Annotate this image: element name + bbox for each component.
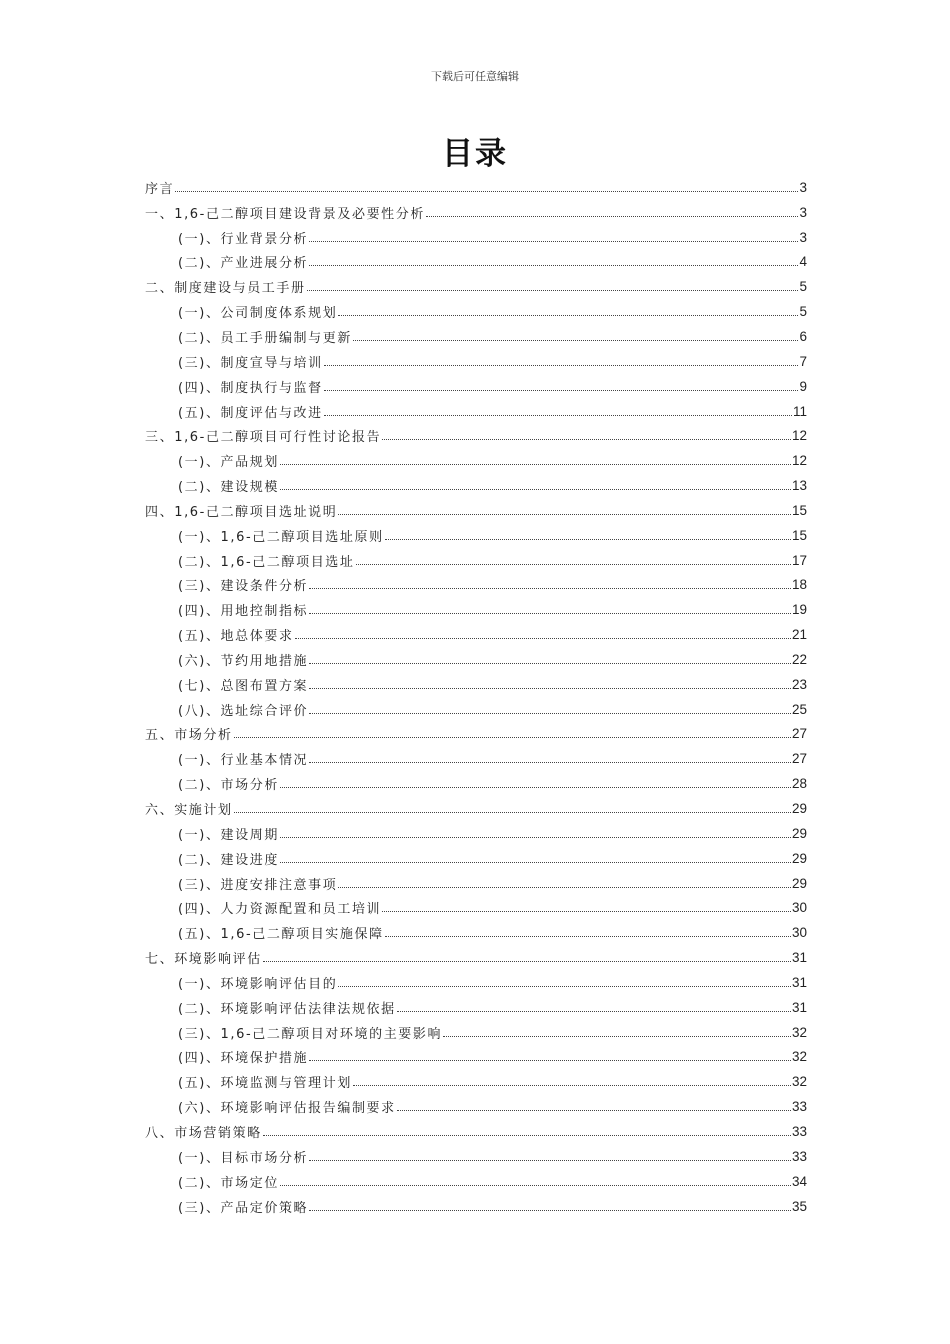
dot-leader bbox=[397, 1011, 791, 1012]
toc-page-number: 27 bbox=[791, 751, 807, 767]
dot-leader bbox=[309, 663, 791, 664]
toc-entry-text: (五)、环境监测与管理计划 bbox=[178, 1076, 352, 1092]
toc-entry-text: (二)、员工手册编制与更新 bbox=[178, 330, 352, 346]
toc-page-number: 5 bbox=[799, 279, 807, 295]
toc-entry-text: 一、1,6-己二醇项目建设背景及必要性分析 bbox=[145, 206, 425, 222]
toc-entry-text: (四)、用地控制指标 bbox=[178, 604, 309, 620]
toc-entry-text: (一)、目标市场分析 bbox=[178, 1150, 309, 1166]
toc-entry[interactable] bbox=[145, 1045, 807, 1070]
dot-leader bbox=[263, 1135, 791, 1136]
dot-leader bbox=[338, 887, 791, 888]
dot-leader bbox=[280, 464, 791, 465]
toc-entry-text: (二)、建设规模 bbox=[178, 480, 279, 496]
toc-page-number: 15 bbox=[791, 527, 807, 543]
toc-entry-text: (一)、行业背景分析 bbox=[178, 231, 309, 247]
dot-leader bbox=[397, 1110, 791, 1111]
dot-leader bbox=[309, 613, 791, 614]
dot-leader bbox=[443, 1036, 791, 1037]
toc-page-number: 29 bbox=[791, 801, 807, 817]
toc-entry[interactable] bbox=[145, 448, 807, 473]
toc-entry-text: (一)、产品规划 bbox=[178, 455, 279, 471]
toc-entry-text: (二)、环境影响评估法律法规依据 bbox=[178, 1001, 396, 1017]
table-of-contents bbox=[145, 175, 807, 1218]
header-note: 下载后可任意编辑 bbox=[431, 70, 519, 83]
toc-page-number: 31 bbox=[791, 999, 807, 1015]
toc-page-number: 6 bbox=[799, 328, 807, 344]
toc-page-number: 31 bbox=[791, 950, 807, 966]
toc-entry-text: (三)、1,6-己二醇项目对环境的主要影响 bbox=[178, 1026, 443, 1042]
toc-entry-text: 四、1,6-己二醇项目选址说明 bbox=[145, 504, 338, 520]
toc-page-number: 3 bbox=[799, 179, 807, 195]
dot-leader bbox=[280, 837, 791, 838]
toc-page-number: 5 bbox=[799, 304, 807, 320]
toc-entry-text: (五)、1,6-己二醇项目实施保障 bbox=[178, 927, 384, 943]
toc-entry-text: 六、实施计划 bbox=[145, 803, 233, 819]
toc-page-number: 21 bbox=[791, 627, 807, 643]
dot-leader bbox=[309, 713, 791, 714]
toc-page-number: 17 bbox=[791, 552, 807, 568]
toc-entry[interactable] bbox=[145, 647, 807, 672]
toc-entry-text: (八)、选址综合评价 bbox=[178, 703, 309, 719]
page-title: 目录 bbox=[442, 136, 508, 172]
toc-page-number: 33 bbox=[791, 1148, 807, 1164]
toc-entry[interactable] bbox=[145, 1020, 807, 1045]
toc-entry-text: (三)、产品定价策略 bbox=[178, 1200, 309, 1216]
toc-page-number: 12 bbox=[791, 453, 807, 469]
dot-leader bbox=[309, 1060, 791, 1061]
dot-leader bbox=[309, 1160, 791, 1161]
toc-page-number: 32 bbox=[791, 1024, 807, 1040]
dot-leader bbox=[280, 1185, 791, 1186]
toc-page-number: 4 bbox=[799, 254, 807, 270]
toc-page-number: 29 bbox=[791, 875, 807, 891]
toc-entry-text: (五)、地总体要求 bbox=[178, 629, 294, 645]
toc-entry[interactable] bbox=[145, 970, 807, 995]
dot-leader bbox=[338, 315, 798, 316]
toc-entry[interactable] bbox=[145, 622, 807, 647]
toc-page-number: 32 bbox=[791, 1074, 807, 1090]
toc-entry-text: (一)、环境影响评估目的 bbox=[178, 976, 338, 992]
toc-entry-text: (四)、制度执行与监督 bbox=[178, 380, 323, 396]
toc-entry-text: (二)、市场定位 bbox=[178, 1175, 279, 1191]
toc-page-number: 3 bbox=[799, 204, 807, 220]
toc-page-number: 32 bbox=[791, 1049, 807, 1065]
dot-leader bbox=[324, 415, 792, 416]
toc-entry[interactable] bbox=[145, 1144, 807, 1169]
toc-page-number: 15 bbox=[791, 502, 807, 518]
toc-entry-text: 三、1,6-己二醇项目可行性讨论报告 bbox=[145, 430, 382, 446]
toc-entry[interactable] bbox=[145, 1069, 807, 1094]
toc-entry[interactable] bbox=[145, 299, 807, 324]
dot-leader bbox=[309, 1210, 791, 1211]
toc-entry-text: (一)、建设周期 bbox=[178, 827, 279, 843]
toc-page-number: 23 bbox=[791, 676, 807, 692]
toc-page-number: 3 bbox=[799, 229, 807, 245]
toc-page-number: 28 bbox=[791, 776, 807, 792]
toc-entry[interactable] bbox=[145, 945, 807, 970]
toc-entry[interactable] bbox=[145, 771, 807, 796]
dot-leader bbox=[307, 290, 799, 291]
dot-leader bbox=[324, 390, 799, 391]
toc-entry-text: 二、制度建设与员工手册 bbox=[145, 281, 306, 297]
toc-entry[interactable] bbox=[145, 573, 807, 598]
toc-entry-text: (七)、总图布置方案 bbox=[178, 678, 309, 694]
toc-entry[interactable] bbox=[145, 274, 807, 299]
toc-entry-text: 序言 bbox=[145, 181, 175, 197]
dot-leader bbox=[338, 514, 791, 515]
toc-page-number: 25 bbox=[791, 701, 807, 717]
toc-entry[interactable] bbox=[145, 697, 807, 722]
toc-entry[interactable] bbox=[145, 175, 807, 200]
toc-entry[interactable] bbox=[145, 672, 807, 697]
toc-page-number: 22 bbox=[791, 651, 807, 667]
dot-leader bbox=[426, 216, 799, 217]
dot-leader bbox=[382, 911, 791, 912]
dot-leader bbox=[280, 787, 791, 788]
dot-leader bbox=[309, 762, 791, 763]
toc-page-number: 12 bbox=[791, 428, 807, 444]
toc-entry[interactable] bbox=[145, 821, 807, 846]
dot-leader bbox=[280, 489, 791, 490]
dot-leader bbox=[175, 191, 798, 192]
dot-leader bbox=[263, 961, 791, 962]
toc-entry-text: (二)、建设进度 bbox=[178, 852, 279, 868]
dot-leader bbox=[234, 737, 791, 738]
toc-entry[interactable] bbox=[145, 200, 807, 225]
toc-entry[interactable] bbox=[145, 349, 807, 374]
dot-leader bbox=[234, 812, 791, 813]
toc-entry[interactable] bbox=[145, 1094, 807, 1119]
toc-entry[interactable] bbox=[145, 1169, 807, 1194]
toc-entry-text: 七、环境影响评估 bbox=[145, 952, 262, 968]
dot-leader bbox=[356, 564, 791, 565]
toc-entry-text: (五)、制度评估与改进 bbox=[178, 405, 323, 421]
toc-entry[interactable] bbox=[145, 995, 807, 1020]
toc-entry-text: (一)、公司制度体系规划 bbox=[178, 306, 338, 322]
dot-leader bbox=[295, 638, 791, 639]
toc-entry-text: (六)、环境影响评估报告编制要求 bbox=[178, 1101, 396, 1117]
dot-leader bbox=[309, 265, 798, 266]
dot-leader bbox=[309, 688, 791, 689]
toc-page-number: 34 bbox=[791, 1173, 807, 1189]
toc-entry[interactable] bbox=[145, 324, 807, 349]
toc-page-number: 11 bbox=[792, 403, 807, 419]
toc-page-number: 31 bbox=[791, 974, 807, 990]
dot-leader bbox=[280, 862, 791, 863]
toc-entry[interactable] bbox=[145, 846, 807, 871]
toc-entry[interactable] bbox=[145, 498, 807, 523]
toc-entry-text: 八、市场营销策略 bbox=[145, 1125, 262, 1141]
toc-entry[interactable] bbox=[145, 473, 807, 498]
toc-entry-text: (四)、环境保护措施 bbox=[178, 1051, 309, 1067]
toc-entry[interactable] bbox=[145, 399, 807, 424]
toc-entry-text: (三)、建设条件分析 bbox=[178, 579, 309, 595]
dot-leader bbox=[385, 539, 791, 540]
toc-entry[interactable] bbox=[145, 920, 807, 945]
toc-entry[interactable] bbox=[145, 895, 807, 920]
toc-entry-text: (一)、行业基本情况 bbox=[178, 753, 309, 769]
toc-entry-text: (二)、1,6-己二醇项目选址 bbox=[178, 554, 355, 570]
dot-leader bbox=[338, 986, 791, 987]
toc-page-number: 9 bbox=[799, 378, 807, 394]
toc-page-number: 13 bbox=[791, 478, 807, 494]
toc-page-number: 7 bbox=[799, 353, 807, 369]
toc-entry[interactable] bbox=[145, 722, 807, 747]
toc-entry[interactable] bbox=[145, 374, 807, 399]
dot-leader bbox=[385, 936, 791, 937]
toc-entry-text: (四)、人力资源配置和员工培训 bbox=[178, 902, 382, 918]
toc-entry[interactable] bbox=[145, 1119, 807, 1144]
dot-leader bbox=[324, 365, 799, 366]
toc-entry[interactable] bbox=[145, 746, 807, 771]
toc-entry-text: (三)、进度安排注意事项 bbox=[178, 877, 338, 893]
toc-entry[interactable] bbox=[145, 796, 807, 821]
toc-entry[interactable] bbox=[145, 250, 807, 275]
toc-page-number: 35 bbox=[791, 1198, 807, 1214]
toc-entry[interactable] bbox=[145, 871, 807, 896]
toc-page-number: 30 bbox=[791, 900, 807, 916]
dot-leader bbox=[353, 1085, 791, 1086]
toc-entry[interactable] bbox=[145, 597, 807, 622]
toc-entry-text: 五、市场分析 bbox=[145, 728, 233, 744]
toc-page-number: 27 bbox=[791, 726, 807, 742]
dot-leader bbox=[353, 340, 799, 341]
toc-entry-text: (三)、制度宣导与培训 bbox=[178, 355, 323, 371]
toc-entry-text: (一)、1,6-己二醇项目选址原则 bbox=[178, 529, 384, 545]
dot-leader bbox=[382, 439, 791, 440]
toc-page-number: 19 bbox=[791, 602, 807, 618]
toc-page-number: 33 bbox=[791, 1123, 807, 1139]
dot-leader bbox=[309, 588, 791, 589]
dot-leader bbox=[309, 241, 798, 242]
toc-entry-text: (二)、产业进展分析 bbox=[178, 256, 309, 272]
toc-page-number: 29 bbox=[791, 850, 807, 866]
toc-page-number: 30 bbox=[791, 925, 807, 941]
toc-entry[interactable] bbox=[145, 523, 807, 548]
toc-page-number: 29 bbox=[791, 825, 807, 841]
toc-entry[interactable] bbox=[145, 1194, 807, 1219]
toc-entry[interactable] bbox=[145, 423, 807, 448]
toc-page-number: 33 bbox=[791, 1099, 807, 1115]
toc-entry[interactable] bbox=[145, 225, 807, 250]
toc-page-number: 18 bbox=[791, 577, 807, 593]
toc-entry-text: (六)、节约用地措施 bbox=[178, 653, 309, 669]
toc-entry-text: (二)、市场分析 bbox=[178, 778, 279, 794]
toc-entry[interactable] bbox=[145, 548, 807, 573]
